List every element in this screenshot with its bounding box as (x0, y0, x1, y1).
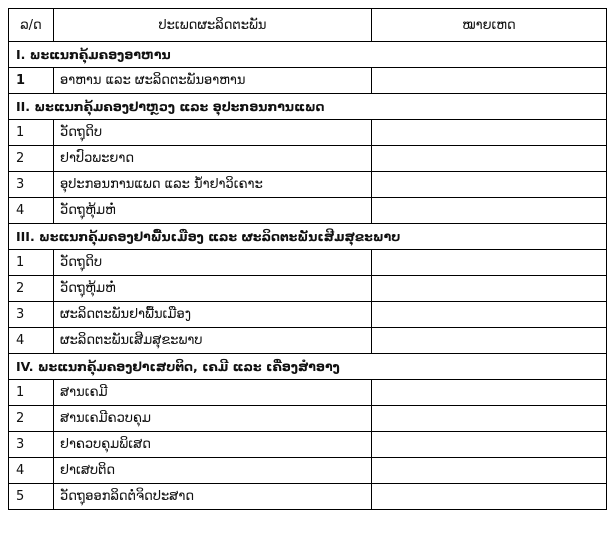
note-cell (372, 432, 607, 458)
table-row (9, 172, 607, 198)
product-type-table (8, 8, 607, 510)
product-name: ຜະລິດຕະພັນເສີມສຸຂະພາບ (54, 328, 372, 354)
table-row (9, 406, 607, 432)
note-cell (372, 172, 607, 198)
row-number: 3 (9, 432, 54, 458)
row-number: 3 (9, 172, 54, 198)
row-number: 4 (9, 458, 54, 484)
note-cell (372, 250, 607, 276)
product-name: ອາຫານ ແລະ ຜະລິດຕະພັນອາຫານ (54, 68, 372, 94)
table-row (9, 432, 607, 458)
header-row (9, 9, 607, 42)
row-number: 1 (9, 380, 54, 406)
note-cell (372, 120, 607, 146)
section-title: I. ພະແນກຄຸ້ມຄອງອາຫານ (9, 42, 607, 68)
note-cell (372, 380, 607, 406)
row-number: 1 (9, 250, 54, 276)
note-cell (372, 328, 607, 354)
row-number: 5 (9, 484, 54, 510)
table-row (9, 484, 607, 510)
row-number: 2 (9, 276, 54, 302)
product-name: ຜະລິດຕະພັນຢາພື້ນເມືອງ (54, 302, 372, 328)
section-row (9, 224, 607, 250)
table-row (9, 302, 607, 328)
row-number: 3 (9, 302, 54, 328)
product-name: ວັດຖຸອອກລິດຕໍ່ຈິດປະສາດ (54, 484, 372, 510)
table-row (9, 68, 607, 94)
row-number: 2 (9, 146, 54, 172)
note-cell (372, 406, 607, 432)
table-row (9, 250, 607, 276)
row-number: 2 (9, 406, 54, 432)
note-cell (372, 302, 607, 328)
product-name: ອຸປະກອນການແພດ ແລະ ນ້ຳຢາວິເຄາະ (54, 172, 372, 198)
product-name: ສານເຄມີຄວບຄຸມ (54, 406, 372, 432)
section-title: III. ພະແນກຄຸ້ມຄອງຢາພື້ນເມືອງ ແລະ ຜະລິດຕະພັນເສີມສຸຂະພາບ (9, 224, 607, 250)
section-title: II. ພະແນກຄຸ້ມຄອງຢາຫຼວງ ແລະ ອຸປະກອນການແພດ (9, 94, 607, 120)
product-name: ວັດຖຸດິບ (54, 250, 372, 276)
header-no: ລ/ດ (9, 9, 54, 42)
product-name: ສານເຄມີ (54, 380, 372, 406)
row-number: 4 (9, 328, 54, 354)
product-name: ວັດຖຸດິບ (54, 120, 372, 146)
section-row (9, 42, 607, 68)
note-cell (372, 458, 607, 484)
table-row (9, 120, 607, 146)
header-note: ໝາຍເຫດ (372, 9, 607, 42)
table-row (9, 458, 607, 484)
table-row (9, 146, 607, 172)
product-name: ວັດຖຸຫຸ້ມຫໍ່ (54, 198, 372, 224)
note-cell (372, 146, 607, 172)
table-row (9, 380, 607, 406)
table-row (9, 198, 607, 224)
row-number: 1 (9, 120, 54, 146)
row-number: 4 (9, 198, 54, 224)
note-cell (372, 198, 607, 224)
table-row (9, 276, 607, 302)
product-name: ຢາປົວພະຍາດ (54, 146, 372, 172)
note-cell (372, 484, 607, 510)
row-number: 1 (9, 68, 54, 94)
note-cell (372, 276, 607, 302)
section-row (9, 354, 607, 380)
section-title: IV. ພະແນກຄຸ້ມຄອງຢາເສບຕິດ, ເຄມີ ແລະ ເຄື່ອງສຳອາງ (9, 354, 607, 380)
product-name: ວັດຖຸຫຸ້ມຫໍ່ (54, 276, 372, 302)
product-name: ຢາເສບຕິດ (54, 458, 372, 484)
header-product-type: ປະເພດຜະລິດຕະພັນ (54, 9, 372, 42)
note-cell (372, 68, 607, 94)
product-name: ຢາຄວບຄຸມພິເສດ (54, 432, 372, 458)
table-row (9, 328, 607, 354)
section-row (9, 94, 607, 120)
